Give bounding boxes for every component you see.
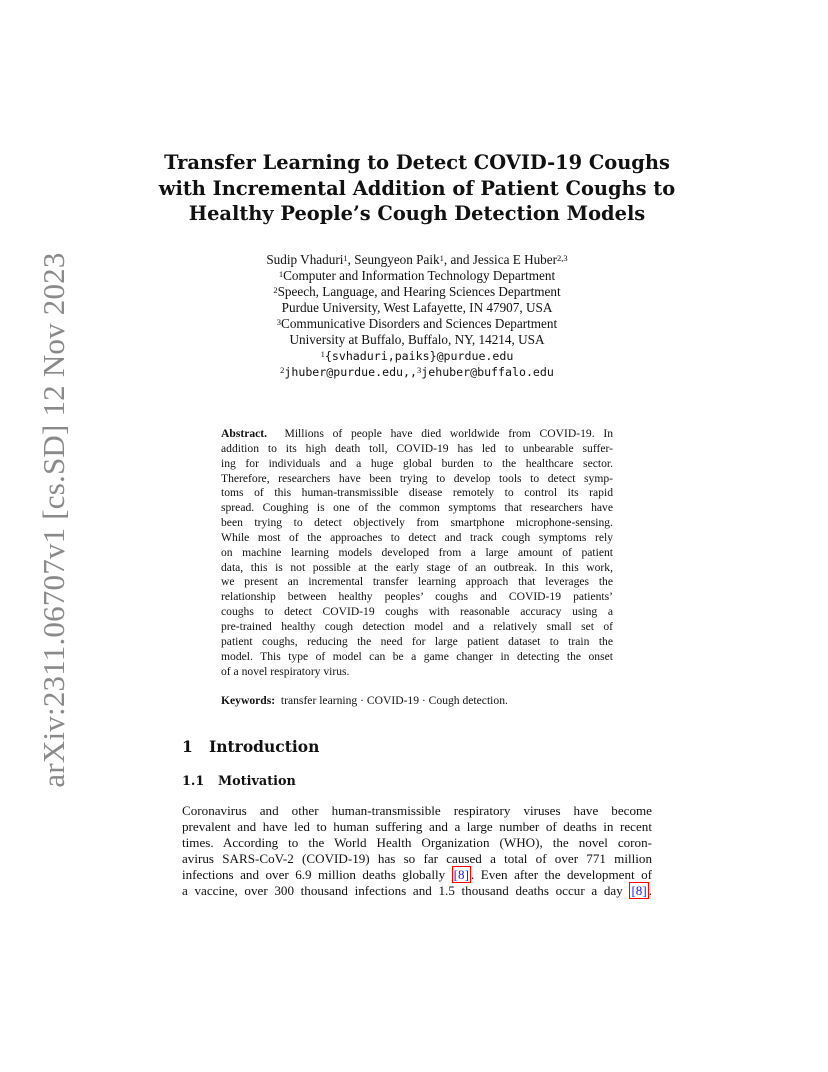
subsection-heading: [182, 774, 296, 789]
affil-text: University at Buffalo, Buffalo, NY, 14214, USA: [289, 332, 545, 347]
body-line: avirus SARS-CoV-2 (COVID-19) has so far caused a total of over 771 million: [182, 851, 652, 867]
subsection-number: 1.1: [182, 774, 205, 789]
abstract-line: spread. Coughing is one of the common symptoms that researchers have: [221, 501, 613, 515]
arxiv-identifier: arXiv:2311.06707v1 [cs.SD] 12 Nov 2023: [36, 252, 71, 788]
abstract-line: patient coughs, reducing the need for large patient dataset to train the: [221, 634, 613, 648]
body-text: infections and over 6.9 million deaths globally: [182, 867, 452, 883]
affil-mark: 2: [273, 285, 278, 295]
abstract: [221, 427, 613, 679]
abstract-line: Therefore, researchers have been trying to develop tools to detect symp-: [221, 471, 613, 485]
abstract-text: Millions of people have died worldwide from COVID-19. In: [284, 427, 613, 440]
abstract-line: While most of the approaches to detect and track cough symptoms rely: [221, 530, 613, 544]
affiliation: [170, 284, 664, 300]
affiliation: [170, 332, 664, 348]
abstract-line: model. This type of model can be a game changer in detecting the onset: [221, 649, 613, 663]
section-number: 1: [182, 737, 193, 756]
author-sep: ,: [347, 252, 355, 267]
abstract-line: of a novel respiratory virus.: [221, 664, 350, 678]
email-line: [170, 348, 664, 364]
author-block: [170, 252, 664, 380]
citation-link[interactable]: [8]: [631, 883, 647, 899]
abstract-line: we present an incremental transfer learning approach that leverages the: [221, 575, 613, 589]
affiliation: [170, 268, 664, 284]
abstract-line: ing for individuals and a huge global burden to the healthcare sector.: [221, 456, 613, 470]
abstract-line: toms of this human-transmissible disease remotely to control its rapid: [221, 486, 613, 500]
author-affil-mark: 1: [343, 253, 348, 263]
email-address[interactable]: jhuber@purdue.edu,,: [284, 365, 417, 379]
paper-title: [150, 150, 684, 227]
affil-mark: 3: [276, 317, 282, 327]
affil-mark: 1: [278, 269, 284, 279]
email-line: [170, 364, 664, 380]
body-line: [182, 883, 652, 899]
abstract-line: data, this is not possible at the early stage of an outbreak. In this work,: [221, 560, 613, 574]
author-names: [170, 252, 664, 268]
body-paragraph: [182, 803, 652, 900]
title-line: Transfer Learning to Detect COVID-19 Coughs: [164, 151, 670, 174]
body-line: [182, 867, 652, 883]
author-name: Sudip Vhaduri: [266, 252, 344, 267]
citation-link[interactable]: [8]: [453, 867, 469, 883]
email-mark: 2: [280, 365, 285, 375]
abstract-line: [221, 427, 613, 442]
body-text: .: [648, 883, 652, 899]
abstract-line: on machine learning models developed from a large amount of patient: [221, 545, 613, 559]
email-mark: 3: [417, 365, 422, 375]
affil-text: Computer and Information Technology Department: [283, 268, 556, 283]
affiliation: [170, 316, 664, 332]
email-mark: 1: [320, 349, 325, 359]
affil-text: Purdue University, West Lafayette, IN 47907, USA: [281, 300, 553, 315]
keywords-text: transfer learning · COVID-19 · Cough detection.: [280, 694, 508, 707]
subsection-title: Motivation: [218, 774, 296, 789]
email-address[interactable]: jehuber@buffalo.edu: [421, 365, 554, 379]
abstract-line: been trying to detect objectively from smartphone microphone-sensing.: [221, 516, 613, 530]
author-name: Seungyeon Paik: [354, 252, 440, 267]
section-title: Introduction: [209, 737, 320, 756]
author-sep: , and: [443, 252, 473, 267]
abstract-line: pre-trained healthy cough detection model and a relatively small set of: [221, 619, 613, 633]
section-heading: [182, 737, 319, 756]
body-line: Coronavirus and other human-transmissible respiratory viruses have become: [182, 803, 652, 818]
abstract-line: addition to its high death toll, COVID-19 has led to unbearable suffer-: [221, 441, 613, 455]
abstract-line: coughs to detect COVID-19 coughs with reasonable accuracy using a: [221, 605, 613, 619]
abstract-label: Abstract.: [221, 427, 268, 440]
keywords-label: Keywords:: [221, 694, 276, 707]
affil-text: Communicative Disorders and Sciences Department: [281, 316, 558, 331]
affiliation: [170, 300, 664, 316]
body-text: a vaccine, over 300 thousand infections and 1.5 thousand deaths occur a day: [182, 883, 630, 899]
keywords: [221, 694, 613, 709]
body-line: prevalent and have led to human suffering and a large number of deaths in recent: [182, 819, 652, 835]
author-affil-mark: 1: [439, 253, 444, 263]
body-text: . Even after the development of: [470, 867, 653, 883]
affil-text: Speech, Language, and Hearing Sciences Department: [277, 284, 561, 299]
abstract-line: relationship between healthy peoples’ coughs and COVID-19 patients’: [221, 590, 613, 604]
title-line: Healthy People’s Cough Detection Models: [188, 202, 646, 225]
title-line: with Incremental Addition of Patient Coughs to: [158, 176, 676, 200]
author-affil-mark: 2,3: [557, 253, 568, 263]
body-line: times. According to the World Health Organization (WHO), the novel coron-: [182, 835, 652, 851]
author-name: Jessica E Huber: [472, 252, 558, 267]
email-address[interactable]: {svhaduri,paiks}@purdue.edu: [324, 349, 514, 363]
